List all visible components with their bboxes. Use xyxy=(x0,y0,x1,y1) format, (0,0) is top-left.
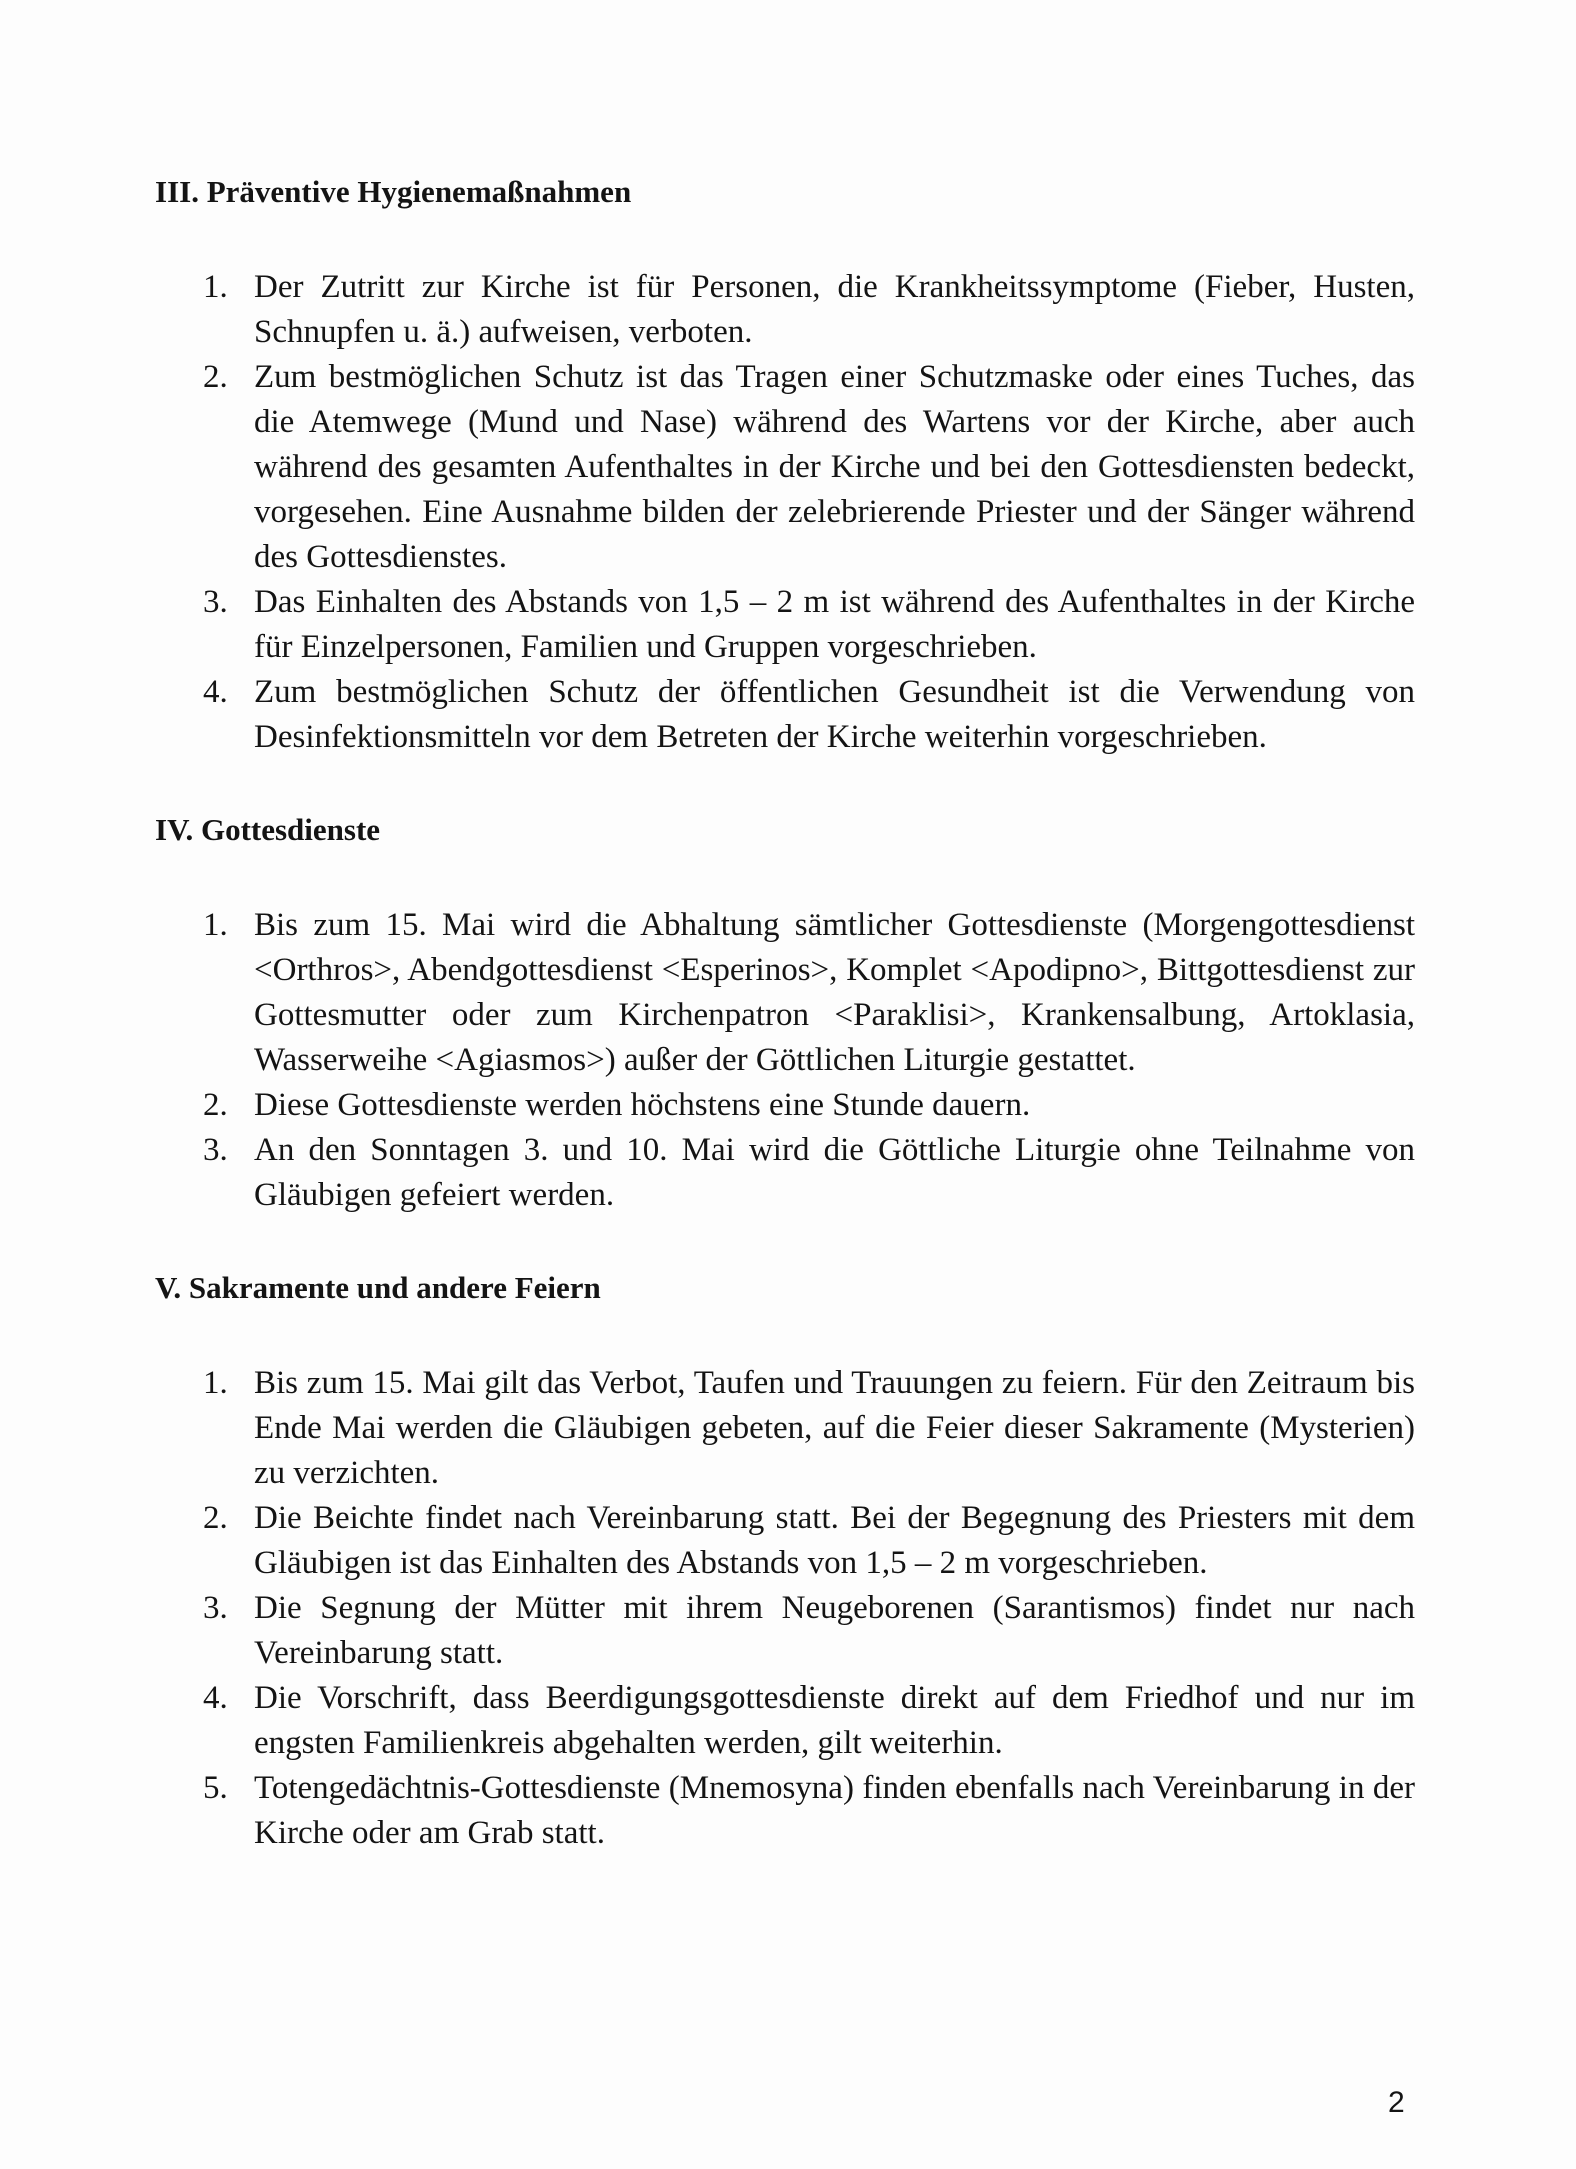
item-text: Zum bestmöglichen Schutz ist das Tragen einer Schutzmaske oder eines Tuches, das die Atemwege (Mund und Nase) während des Wartens vor der Kirche, aber auch während des gesamten Aufenthaltes in der Kirche und bei den Gottesdiensten bedeckt, vorgesehen. Eine Ausnahme bilden der zelebrierende Priester und der Sänger während des Gottesdienstes. xyxy=(254,359,1415,575)
item-text: Bis zum 15. Mai wird die Abhaltung sämtlicher Gottesdienste (Morgengottesdienst <Orthros>, Abendgottesdienst <Esperinos>, Komplet <Apodipno>, Bittgottesdienst zur Gottesmutter oder zum Kirchenpatron <Paraklisi>, Krankensalbung, Artoklasia, Wasserweihe <Agiasmos>) außer der Göttlichen Liturgie gestattet. xyxy=(254,907,1415,1078)
section-heading: IV. Gottesdienste xyxy=(155,812,381,847)
list-item xyxy=(155,1083,1415,1128)
item-text: Die Beichte findet nach Vereinbarung statt. Bei der Begegnung des Priesters mit dem Gläubigen ist das Einhalten des Abstands von 1,5 – 2 m vorgeschrieben. xyxy=(254,1500,1415,1581)
item-text: Diese Gottesdienste werden höchstens eine Stunde dauern. xyxy=(254,1087,1031,1123)
item-text: Das Einhalten des Abstands von 1,5 – 2 m ist während des Aufenthaltes in der Kirche für Einzelpersonen, Familien und Gruppen vorgeschrieben. xyxy=(254,584,1415,665)
numbered-list xyxy=(155,1361,1415,1856)
list-item xyxy=(155,265,1415,355)
item-text: Bis zum 15. Mai gilt das Verbot, Taufen und Trauungen zu feiern. Für den Zeitraum bis Ende Mai werden die Gläubigen gebeten, auf die Feier dieser Sakramente (Mysterien) zu verzichten. xyxy=(254,1365,1415,1491)
item-number: 1. xyxy=(203,269,228,305)
list-item xyxy=(155,670,1415,760)
item-text: An den Sonntagen 3. und 10. Mai wird die Göttliche Liturgie ohne Teilnahme von Gläubigen gefeiert werden. xyxy=(254,1132,1415,1213)
list-item xyxy=(155,1361,1415,1496)
item-text: Zum bestmöglichen Schutz der öffentlichen Gesundheit ist die Verwendung von Desinfektionsmitteln vor dem Betreten der Kirche weiterhin vorgeschrieben. xyxy=(254,674,1415,755)
item-text: Die Vorschrift, dass Beerdigungsgottesdienste direkt auf dem Friedhof und nur im engsten Familienkreis abgehalten werden, gilt weiterhin. xyxy=(254,1680,1415,1761)
item-number: 3. xyxy=(203,1132,228,1168)
document-body xyxy=(155,172,1415,1856)
list-item xyxy=(155,1496,1415,1586)
item-number: 1. xyxy=(203,907,228,943)
numbered-list xyxy=(155,265,1415,760)
item-number: 3. xyxy=(203,1590,228,1626)
page-number: 2 xyxy=(1388,2086,1405,2119)
section-services xyxy=(155,810,1415,1218)
item-text: Die Segnung der Mütter mit ihrem Neugeborenen (Sarantismos) findet nur nach Vereinbarung statt. xyxy=(254,1590,1415,1671)
item-number: 2. xyxy=(203,1087,228,1123)
item-number: 5. xyxy=(203,1770,228,1806)
list-item xyxy=(155,903,1415,1083)
list-item xyxy=(155,1128,1415,1218)
item-text: Der Zutritt zur Kirche ist für Personen, die Krankheitssymptome (Fieber, Husten, Schnupfen u. ä.) aufweisen, verboten. xyxy=(254,269,1415,350)
item-number: 3. xyxy=(203,584,228,620)
section-hygiene xyxy=(155,172,1415,760)
item-number: 1. xyxy=(203,1365,228,1401)
section-heading: III. Präventive Hygienemaßnahmen xyxy=(155,174,632,209)
list-item xyxy=(155,1676,1415,1766)
item-text: Totengedächtnis-Gottesdienste (Mnemosyna) finden ebenfalls nach Vereinbarung in der Kirche oder am Grab statt. xyxy=(254,1770,1415,1851)
item-number: 4. xyxy=(203,1680,228,1716)
item-number: 2. xyxy=(203,359,228,395)
list-item xyxy=(155,580,1415,670)
list-item xyxy=(155,1766,1415,1856)
list-item xyxy=(155,1586,1415,1676)
numbered-list xyxy=(155,903,1415,1218)
section-heading: V. Sakramente und andere Feiern xyxy=(155,1270,601,1305)
item-number: 4. xyxy=(203,674,228,710)
section-sacraments xyxy=(155,1268,1415,1856)
item-number: 2. xyxy=(203,1500,228,1536)
list-item xyxy=(155,355,1415,580)
